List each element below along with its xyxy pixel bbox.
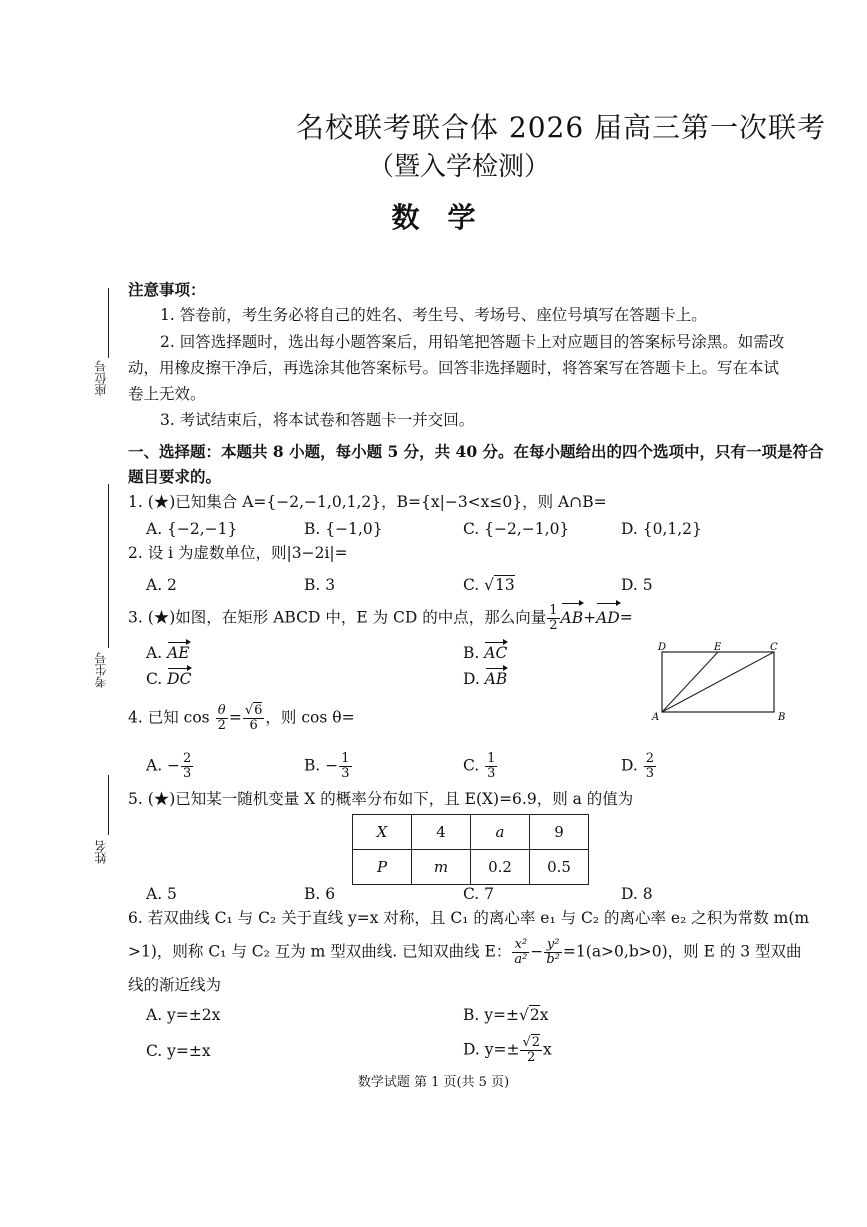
q6-line2: >1)，则称 C₁ 与 C₂ 互为 m 型双曲线. 已知双曲线 E： $\frac{\text{x²}}{\text{a²}}$ − $\frac{\text{y²}}{\text{b²}}$ =1(a>0,b>0)，则 E 的 3 型双曲 xyxy=(128,937,802,967)
q2-option-b: B. 3 xyxy=(304,576,336,594)
seat-label: 座位号 xyxy=(94,360,108,396)
q6-option-a: A. y=±2x xyxy=(146,1006,221,1024)
label-c: C xyxy=(770,642,778,653)
q4-option-a: A. − $\frac{2}{3}$ xyxy=(146,751,192,781)
label-d: D xyxy=(658,642,667,653)
q2-stem: 2. 设 i 为虚数单位，则|3−2i|= xyxy=(128,544,348,562)
q1-stem: 1. (★)已知集合 A={−2,−1,0,1,2}，B={x|−3<x≤0}，则 A∩B= xyxy=(128,493,607,511)
probability-table xyxy=(352,814,589,885)
exam-no-underline xyxy=(108,484,109,648)
segment-ac xyxy=(662,652,774,712)
q3-option-c: C. DC xyxy=(146,670,192,688)
q6-option-d: D. y=± $\frac{√2}{2}$ x xyxy=(463,1035,552,1065)
q4-option-d: D. $\frac{2}{3}$ xyxy=(621,751,655,781)
notice-item-3: 3. 考试结束后，将本试卷和答题卡一并交回。 xyxy=(160,411,475,429)
q6-option-b: B. y=±√2x xyxy=(463,1006,549,1024)
notice-item-2-line3: 卷上无效。 xyxy=(128,385,206,403)
notice-item-2-line1: 2. 回答选择题时，选出每小题答案后，用铅笔把答题卡上对应题目的答案标号涂黑。如需改 xyxy=(160,333,785,351)
q6-line1: 6. 若双曲线 C₁ 与 C₂ 关于直线 y=x 对称，且 C₁ 的离心率 e₁ 与 C₂ 的离心率 e₂ 之积为常数 m(m xyxy=(128,909,810,927)
notice-item-1: 1. 答卷前，考生务必将自己的姓名、考生号、考场号、座位号填写在答题卡上。 xyxy=(160,306,707,324)
notice-heading: 注意事项： xyxy=(128,280,206,299)
table-cell: 9 xyxy=(530,815,589,850)
q6-line3: 线的渐近线为 xyxy=(128,976,222,994)
notice-item-2-line2: 动，用橡皮擦干净后，再选涂其他答案标号。回答非选择题时，将答案写在答题卡上。写在本试 xyxy=(128,359,780,377)
q5-option-b: B. 6 xyxy=(304,885,336,903)
q6-option-c: C. y=±x xyxy=(146,1042,211,1060)
q3-option-d: D. AB xyxy=(463,670,508,688)
q3-stem: 3. (★)如图，在矩形 ABCD 中，E 为 CD 的中点，那么向量 $\frac{1}{2}$ AB+AD= xyxy=(128,603,633,633)
page-footer: 数学试题 第 1 页(共 5 页) xyxy=(357,1075,510,1090)
rectangle-figure xyxy=(650,640,800,724)
name-label: 姓名 xyxy=(94,840,108,864)
seat-underline xyxy=(108,288,109,358)
q5-option-a: A. 5 xyxy=(146,885,177,903)
q1-option-a: A. {−2,−1} xyxy=(146,520,238,538)
table-cell: m xyxy=(412,850,471,885)
table-row xyxy=(353,850,589,885)
table-cell: 4 xyxy=(412,815,471,850)
label-b: B xyxy=(778,712,786,723)
q2-option-d: D. 5 xyxy=(621,576,653,594)
table-cell: P xyxy=(353,850,412,885)
q4-option-c: C. $\frac{1}{3}$ xyxy=(463,751,496,781)
q1-option-b: B. {−1,0} xyxy=(304,520,383,538)
section-1-heading-line1: 一、选择题：本题共 8 小题，每小题 5 分，共 40 分。在每小题给出的四个选项中，只有一项是符合 xyxy=(128,442,824,461)
subject-title: 数学 xyxy=(391,201,504,234)
table-cell: 0.5 xyxy=(530,850,589,885)
section-1-heading-line2: 题目要求的。 xyxy=(128,467,222,486)
q5-option-c: C. 7 xyxy=(463,885,495,903)
table-cell: 0.2 xyxy=(471,850,530,885)
table-row xyxy=(353,815,589,850)
table-cell: X xyxy=(353,815,412,850)
exam-subtitle: （暨入学检测） xyxy=(368,152,551,182)
exam-title: 名校联考联合体 2026 届高三第一次联考 xyxy=(296,111,827,144)
label-e: E xyxy=(714,642,722,653)
table-cell: a xyxy=(471,815,530,850)
q1-option-d: D. {0,1,2} xyxy=(621,520,702,538)
name-underline xyxy=(108,775,109,835)
q3-frac: $\frac{1}{2}$ xyxy=(549,603,558,633)
q2-option-a: A. 2 xyxy=(146,576,177,594)
q3-option-b: B. AC xyxy=(463,644,508,662)
q5-option-d: D. 8 xyxy=(621,885,653,903)
q4-option-b: B. − $\frac{1}{3}$ xyxy=(304,751,350,781)
q5-stem: 5. (★)已知某一随机变量 X 的概率分布如下，且 E(X)=6.9，则 a 的值为 xyxy=(128,790,634,808)
q3-option-a: A. AE xyxy=(146,644,190,662)
exam-no-label: 考生号 xyxy=(94,652,108,688)
segment-ae xyxy=(662,652,718,712)
q1-option-c: C. {−2,−1,0} xyxy=(463,520,570,538)
label-a: A xyxy=(652,712,660,723)
q4-stem: 4. 已知 cos $\frac{\theta}{2}$ = $\frac{√6}{6}$ ，则 cos θ= xyxy=(128,703,355,733)
q2-option-c: C. √13 xyxy=(463,576,515,594)
